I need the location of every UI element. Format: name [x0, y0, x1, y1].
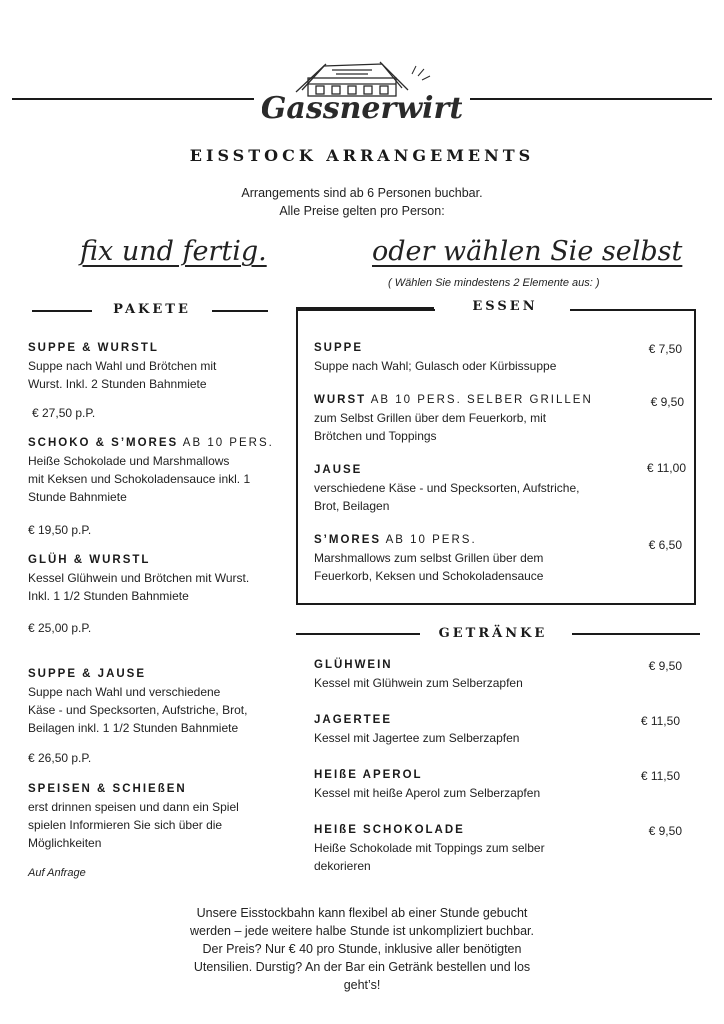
getraenke-rule-right	[572, 633, 700, 635]
intro-line-1: Arrangements sind ab 6 Personen buchbar.	[241, 186, 483, 200]
menu-price: € 11,00	[646, 461, 686, 475]
package-item: SPEISEN & SCHIEßEN erst drinnen speisen und dann ein Spiel spielen Informieren Sie sich über die Möglichkeiten	[28, 783, 239, 850]
package-price: € 25,00 p.P.	[28, 621, 92, 635]
package-price: Auf Anfrage	[28, 867, 86, 879]
header-rule-left	[12, 98, 254, 100]
left-script-heading: fix und fertig.	[80, 236, 267, 267]
essen-title: ESSEN	[472, 299, 538, 314]
package-price: € 19,50 p.P.	[28, 523, 92, 537]
package-item: SUPPE & JAUSE Suppe nach Wahl und verschiedene Käse - und Specksorten, Aufstriche, Brot, Beilagen inkl. 1 1/2 Stunden Bahnmiete	[28, 668, 248, 735]
drink-price: € 11,50	[640, 769, 680, 783]
right-script-heading: oder wählen Sie selbst	[372, 236, 683, 267]
menu-item: SUPPE Suppe nach Wahl; Gulasch oder Kürbissuppe	[314, 342, 557, 373]
package-item: SCHOKO & S’MORES AB 10 PERS. Heiße Schokolade und Marshmallows mit Keksen und Schokoladensauce inkl. 1 Stunde Bahnmiete	[28, 437, 274, 504]
drink-price: € 11,50	[640, 714, 680, 728]
drink-item: HEIßE APEROL Kessel mit heiße Aperol zum Selberzapfen	[314, 769, 541, 800]
essen-rule-left	[296, 307, 434, 309]
package-price: € 27,50 p.P.	[32, 406, 96, 420]
drink-item: JAGERTEE Kessel mit Jagertee zum Selberzapfen	[314, 714, 520, 745]
header-rule-right	[470, 98, 712, 100]
drink-price: € 9,50	[648, 824, 682, 838]
package-item: SUPPE & WURSTL Suppe nach Wahl und Brötchen mit Wurst. Inkl. 2 Stunden Bahnmiete	[28, 342, 217, 391]
logo-text: Gassnerwirt	[262, 91, 462, 126]
drink-item: GLÜHWEIN Kessel mit Glühwein zum Selberzapfen	[314, 659, 523, 690]
getraenke-rule-left	[296, 633, 420, 635]
intro-line-2: Alle Preise gelten pro Person:	[279, 204, 445, 218]
menu-price: € 6,50	[648, 538, 682, 552]
package-item: GLÜH & WURSTL Kessel Glühwein und Brötchen mit Wurst. Inkl. 1 1/2 Stunden Bahnmiete	[28, 554, 250, 603]
gassnerwirt-logo	[262, 52, 462, 132]
selection-note: ( Wählen Sie mindestens 2 Elemente aus: )	[388, 277, 600, 289]
menu-item: S’MORES AB 10 PERS. Marshmallows zum selbst Grillen über dem Feuerkorb, Keksen und Schokoladensauce	[314, 534, 544, 583]
pakete-rule-right	[212, 310, 268, 312]
menu-price: € 7,50	[648, 342, 682, 356]
footer-note: Unsere Eisstockbahn kann flexibel ab einer Stunde gebucht werden – jede weitere halbe Stunde ist unkompliziert buchbar. Der Preis? Nur € 40 pro Stunde, inklusive aller benötigten Utensilien. Durstig? An der Bar ein Getränk bestellen und los geht’s!	[190, 906, 534, 992]
drink-item: HEIßE SCHOKOLADE Heiße Schokolade mit Toppings zum selber dekorieren	[314, 824, 545, 873]
menu-item: WURST AB 10 PERS. SELBER GRILLEN zum Selbst Grillen über dem Feuerkorb, mit Brötchen und Toppings	[314, 394, 593, 443]
pakete-title: PAKETE	[113, 302, 191, 317]
menu-price: € 9,50	[650, 395, 684, 409]
package-price: € 26,50 p.P.	[28, 751, 92, 765]
page-title: EISSTOCK ARRANGEMENTS	[189, 146, 535, 165]
drink-price: € 9,50	[648, 659, 682, 673]
pakete-rule-left	[32, 310, 92, 312]
menu-item: JAUSE verschiedene Käse - und Specksorten, Aufstriche, Brot, Beilagen	[314, 464, 580, 513]
getraenke-title: GETRÄNKE	[438, 626, 548, 641]
